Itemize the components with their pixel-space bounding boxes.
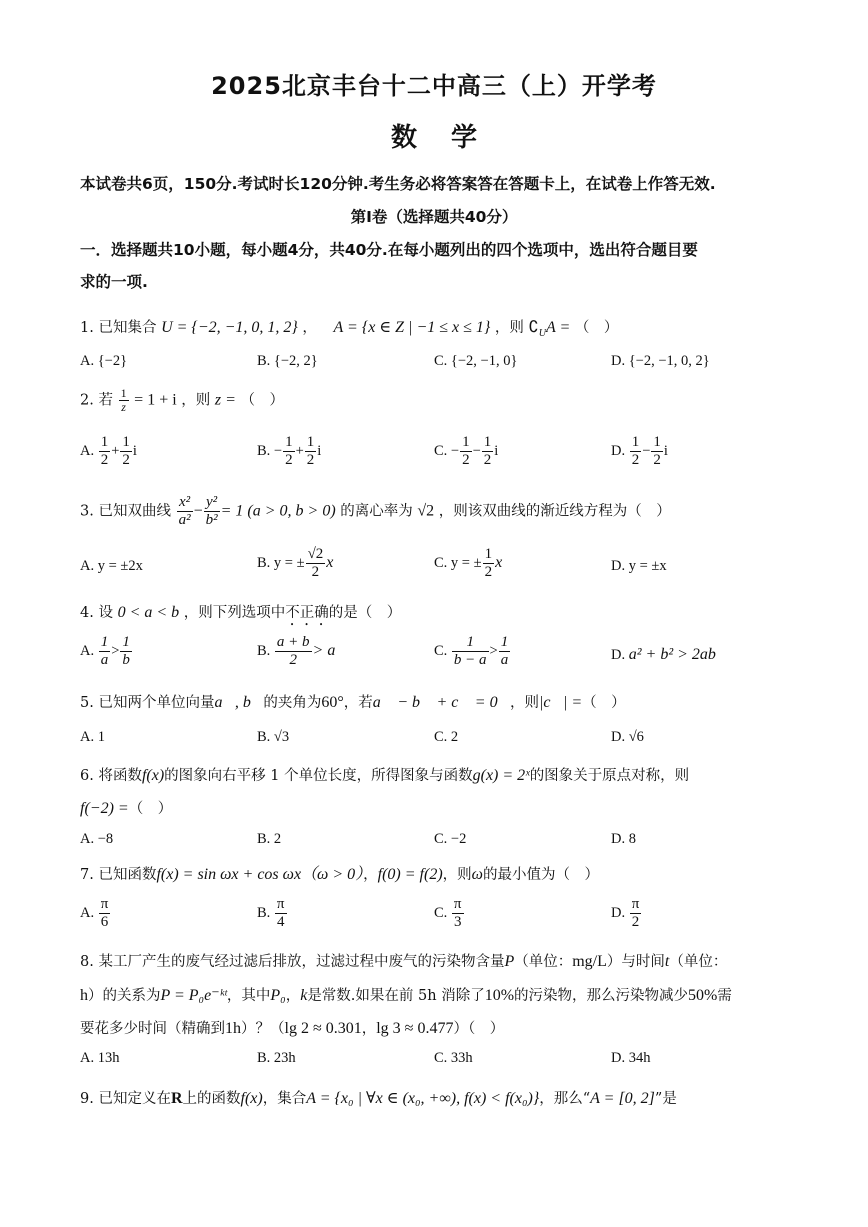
question-6-stem: 6. 将函数f(x)的图象向右平移 1 个单位长度，所得图象与函数g(x) = 2ˣ的图象关于原点对称，则 — [80, 767, 690, 784]
question-8-line2: h）的关系为P = P₀e⁻ᵏᵗ，其中P₀，k是常数.如果在前 5h 消除了10%的污染物，那么污染物减少50%需 — [80, 987, 732, 1004]
question-3-option-c: C. y = ± $\frac{1}{2}$ x — [434, 546, 503, 580]
question-4-option-c: C. $\frac{1}{b - a}$ > $\frac{1}{a}$ — [434, 634, 509, 668]
question-6-option-a: A. −8 — [80, 831, 114, 847]
subject-title: 数学 — [390, 123, 511, 153]
question-1-option-b: B. {−2, 2} — [257, 353, 318, 369]
question-1-stem: 1. 已知集合 U = {−2, −1, 0, 1, 2} ， A = {x ∈ Z | −1 ≤ x ≤ 1} ，则 $∁_UA$ = （ ） — [80, 319, 619, 339]
question-7-option-a: A. $\frac{\pi}{6}$ — [80, 896, 109, 930]
question-2-stem: 2. 若 $\frac{1}{z}$ = 1 + i ，则 z = （ ） — [80, 386, 285, 414]
question-7-option-d: D. $\frac{\pi}{2}$ — [611, 896, 640, 930]
question-5-option-c: C. 2 — [434, 729, 459, 745]
exam-instructions: 本试卷共6页，150分.考试时长120分钟.考生务必将答案答在答题卡上，在试卷上作答无效. — [80, 175, 716, 193]
question-6-option-c: C. −2 — [434, 831, 467, 847]
question-7-option-c: C. $\frac{\pi}{3}$ — [434, 896, 462, 930]
question-6-option-b: B. 2 — [257, 831, 282, 847]
question-1-option-d: D. {−2, −1, 0, 2} — [611, 353, 710, 369]
question-5-stem: 5. 已知两个单位向量a⃗, b⃗的夹角为60°，若a⃗ − b⃗ + c⃗ = 0⃗，则|c⃗| =（ ） — [80, 694, 626, 711]
question-2-option-b: B. − $\frac{1}{2}$ + $\frac{1}{2}$ i — [257, 434, 322, 468]
question-3-option-b: B. y = ± $\frac{√2}{2}$ x — [257, 546, 334, 580]
question-3-option-d: D. y = ±x — [611, 558, 667, 574]
question-5-option-d: D. √6 — [611, 729, 644, 745]
question-4-option-d: D. a² + b² > 2ab — [611, 646, 716, 663]
part-heading-line2: 求的一项. — [80, 273, 148, 291]
question-9-stem: 9. 已知定义在R上的函数f(x)，集合A = {x₀ | ∀x ∈ (x₀, +∞), f(x) < f(x₀)}，那么“A = [0, 2]”是 — [80, 1090, 677, 1107]
question-8-option-a: A. 13h — [80, 1050, 120, 1066]
question-2-fraction: $\frac{1}{z}$ — [120, 386, 127, 414]
question-1-option-a: A. {−2} — [80, 353, 128, 369]
question-8-line3: 要花多少时间（精确到1h）？（lg 2 ≈ 0.301，lg 3 ≈ 0.477）（ ） — [80, 1020, 505, 1037]
set-u: U = {−2, −1, 0, 1, 2} — [161, 319, 298, 336]
question-8-option-c: C. 33h — [434, 1050, 473, 1066]
question-7-option-b: B. $\frac{\pi}{4}$ — [257, 896, 285, 930]
question-3-stem: 3. 已知双曲线 $\frac{\text{x²}}{\text{a²}}$ − $\frac{\text{y²}}{\text{b²}}$ = 1 (a > 0, b > 0) 的离心率为 √2 ，则该双曲线的渐近线方程为（ ） — [80, 494, 671, 528]
question-3-option-a: A. y = ±2x — [80, 558, 143, 574]
question-5-option-b: B. √3 — [257, 729, 290, 745]
question-2-option-c: C. − $\frac{1}{2}$ − $\frac{1}{2}$ i — [434, 434, 499, 468]
question-4-option-b: B. $\frac{a + b}{2}$ > a — [257, 634, 336, 668]
question-8-option-b: B. 23h — [257, 1050, 296, 1066]
question-4-stem: 4. 设 0 < a < b ，则下列选项中不正确的是（ ） — [80, 604, 402, 621]
part-heading-line1: 一．选择题共10小题，每小题4分，共40分.在每小题列出的四个选项中，选出符合题目要 — [80, 241, 698, 259]
question-2-option-a: A. $\frac{1}{2}$ + $\frac{1}{2}$ i — [80, 434, 137, 468]
exam-title: 2025北京丰台十二中高三（上）开学考 — [211, 72, 657, 100]
set-a: A = {x ∈ Z | −1 ≤ x ≤ 1} — [333, 319, 491, 336]
question-2-option-d: D. $\frac{1}{2}$ − $\frac{1}{2}$ i — [611, 434, 668, 468]
emphasis-not-correct: 不正确 — [285, 605, 329, 621]
question-6-option-d: D. 8 — [611, 831, 636, 847]
question-8-line1: 8. 某工厂产生的废气经过滤后排放，过滤过程中废气的污染物含量P（单位：mg/L）与时间t（单位： — [80, 953, 728, 970]
question-5-option-a: A. 1 — [80, 729, 105, 745]
sqrt-2: √2 — [417, 502, 435, 520]
question-6-line2: f(−2) =（ ） — [80, 800, 173, 817]
question-4-option-a: A. $\frac{1}{a}$ > $\frac{1}{b}$ — [80, 634, 130, 668]
complement-symbol: ∁ — [528, 319, 539, 336]
question-8-option-d: D. 34h — [611, 1050, 651, 1066]
section-title: 第I卷（选择题共40分） — [350, 208, 518, 226]
question-7-stem: 7. 已知函数f(x) = sin ωx + cos ωx（ω > 0），f(0) = f(2)，则ω的最小值为（ ） — [80, 866, 599, 883]
question-1-option-c: C. {−2, −1, 0} — [434, 353, 518, 369]
